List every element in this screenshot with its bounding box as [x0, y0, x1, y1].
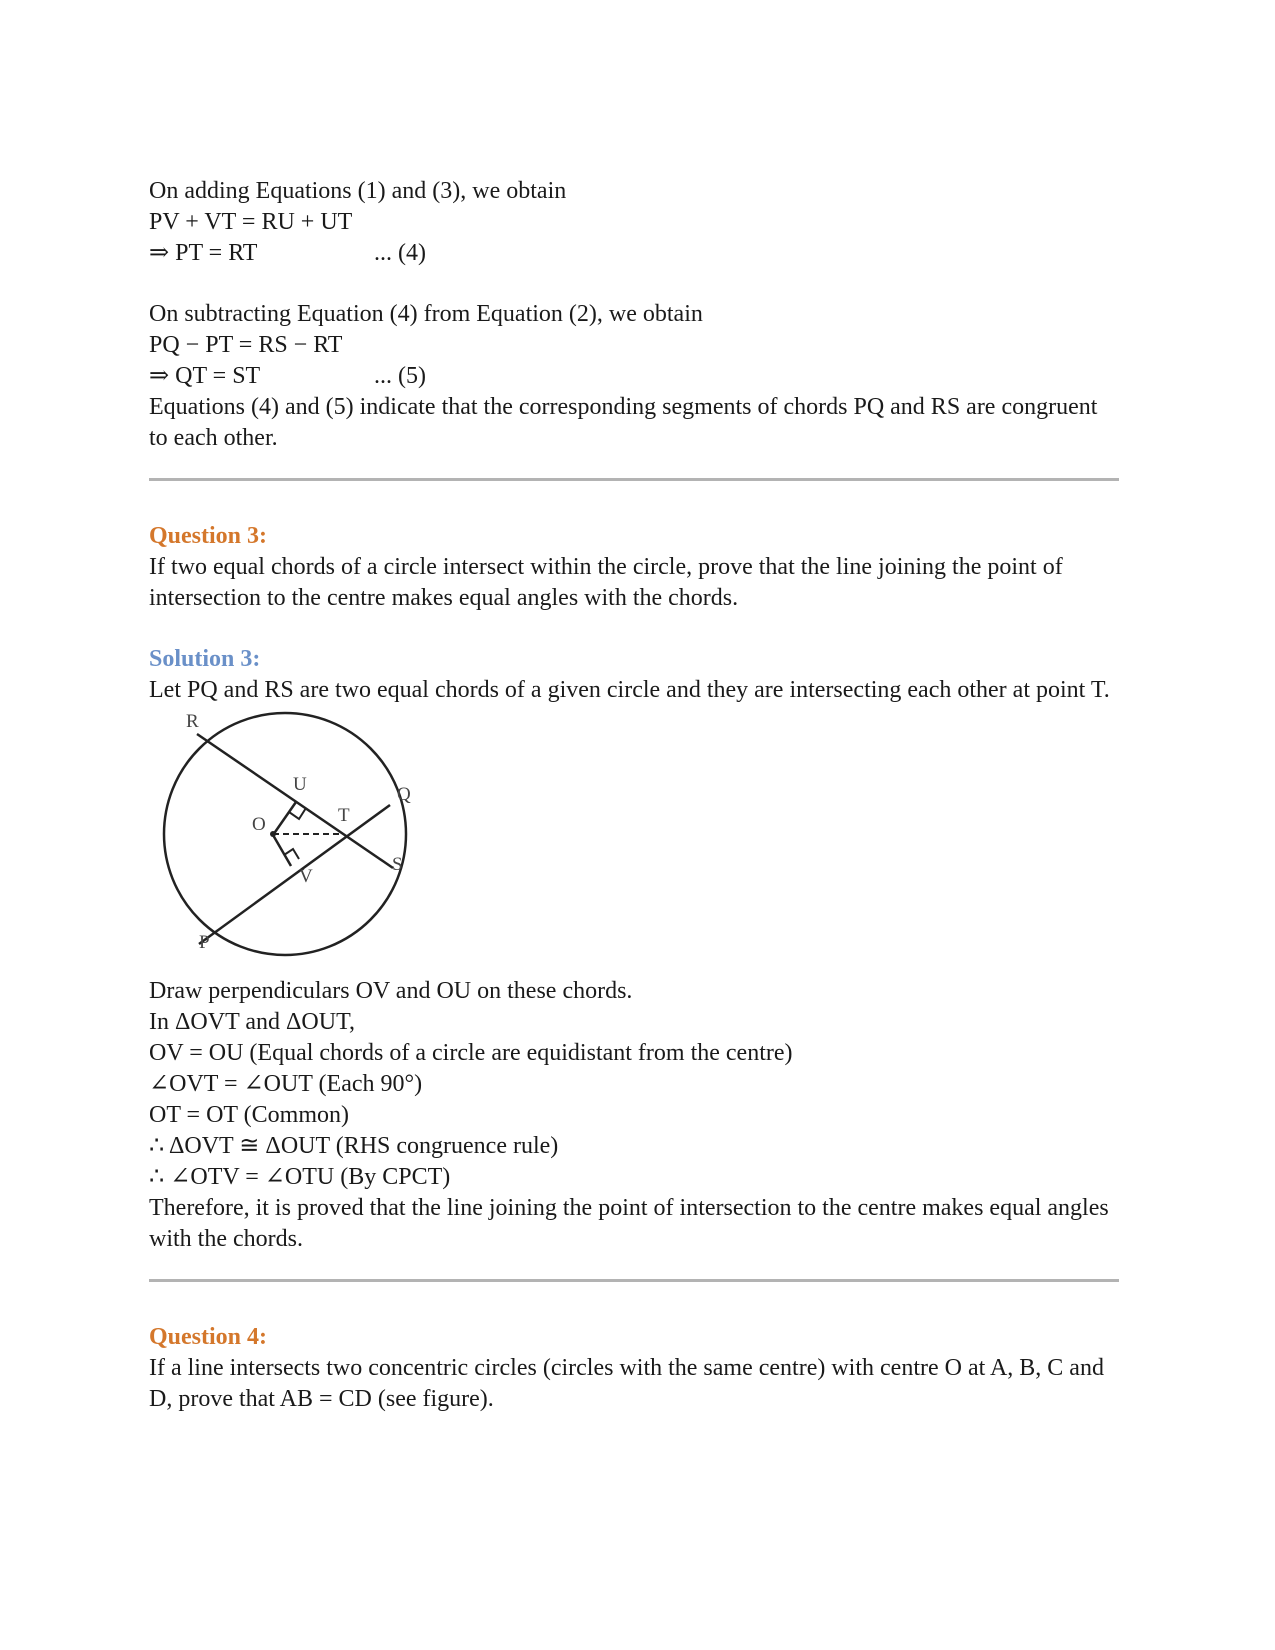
- block2-result-row: [149, 361, 1119, 392]
- solution-3-step-1: Draw perpendiculars OV and OU on these chords.: [149, 978, 633, 1004]
- block1-intro: On adding Equations (1) and (3), we obtain: [149, 178, 567, 204]
- document-page: [149, 176, 1119, 1415]
- equation-tag-5: ... (5): [374, 363, 426, 389]
- block2-conclusion: Equations (4) and (5) indicate that the corresponding segments of chords PQ and RS are congruent to each other.: [149, 394, 1098, 451]
- block2-equation: PQ − PT = RS − RT: [149, 332, 343, 358]
- question-3-heading: Question 3:: [149, 523, 268, 549]
- block2-result: ⇒ QT = ST: [149, 363, 261, 389]
- solution-3-step-5: OT = OT (Common): [149, 1102, 349, 1128]
- solution-3-step-4: ∠OVT = ∠OUT (Each 90°): [149, 1071, 423, 1097]
- label-v: V: [299, 866, 313, 887]
- equation-tag-4: ... (4): [374, 240, 426, 266]
- label-o: O: [252, 814, 266, 835]
- block1-result-row: [149, 238, 1119, 269]
- label-t: T: [338, 805, 350, 826]
- circle-diagram: [149, 708, 449, 970]
- label-q: Q: [397, 784, 411, 805]
- solution-3-intro: Let PQ and RS are two equal chords of a given circle and they are intersecting each other at point T.: [149, 677, 1110, 703]
- perpendicular-ov: [273, 835, 291, 866]
- solution-3-step-2: In ΔOVT and ΔOUT,: [149, 1009, 355, 1035]
- circle-chords-figure: [149, 708, 449, 970]
- label-s: S: [392, 854, 403, 875]
- label-p: P: [199, 932, 210, 953]
- block1-equation: PV + VT = RU + UT: [149, 209, 353, 235]
- block1-result: ⇒ PT = RT: [149, 240, 258, 266]
- label-u: U: [293, 774, 307, 795]
- block2-intro: On subtracting Equation (4) from Equation (2), we obtain: [149, 301, 703, 327]
- solution-3-heading: Solution 3:: [149, 646, 261, 672]
- question-3-text: If two equal chords of a circle intersect within the circle, prove that the line joining the point of intersection to the centre makes equal angles with the chords.: [149, 554, 1063, 611]
- chord-rs: [197, 734, 393, 868]
- centre-point: [270, 831, 276, 837]
- perpendicular-ou: [273, 802, 296, 835]
- solution-3-step-7: ∴ ∠OTV = ∠OTU (By CPCT): [149, 1164, 451, 1190]
- solution-3-conclusion: Therefore, it is proved that the line joining the point of intersection to the centre makes equal angles with the chords.: [149, 1195, 1109, 1252]
- section-divider: [149, 1279, 1119, 1282]
- section-divider: [149, 478, 1119, 481]
- chord-pq: [199, 805, 390, 944]
- label-r: R: [186, 711, 199, 732]
- solution-3-step-3: OV = OU (Equal chords of a circle are equidistant from the centre): [149, 1040, 793, 1066]
- question-4-text: If a line intersects two concentric circles (circles with the same centre) with centre O at A, B, C and D, prove that AB = CD (see figure).: [149, 1355, 1104, 1412]
- solution-3-step-6: ∴ ΔOVT ≅ ΔOUT (RHS congruence rule): [149, 1133, 559, 1159]
- question-4-heading: Question 4:: [149, 1324, 268, 1350]
